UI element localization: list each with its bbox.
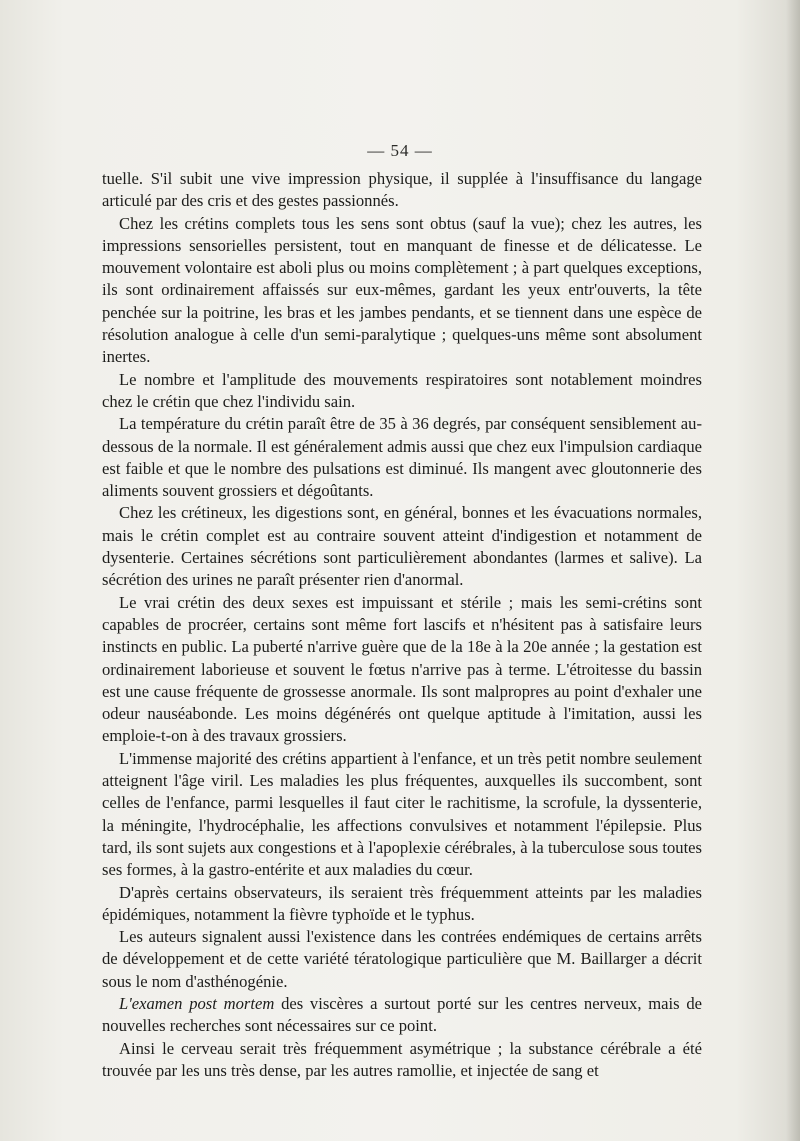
paragraph: Le nombre et l'amplitude des mouvements respiratoires sont notablement moindres chez le crétin que chez l'individu sain. (102, 369, 702, 411)
italic-lead: L'examen post mortem (119, 993, 275, 1013)
page-edge-shadow (786, 0, 800, 1141)
paragraph: Ainsi le cerveau serait très fréquemment asymétrique ; la substance cérébrale a été trouvée par les uns très dense, par les autres ramollie, et injectée de sang et (102, 1038, 702, 1080)
paragraph-with-italic-lead (102, 993, 702, 1038)
paragraph-rest: des viscères a surtout porté sur les centres nerveux, mais de nouvelles recherches sont nécessaires sur ce point. (102, 993, 702, 1036)
paragraph: La température du crétin paraît être de 35 à 36 degrés, par conséquent sensiblement au-dessous de la normale. Il est généralement admis aussi que chez eux l'impulsion cardiaque est faible et que le nombre des pulsations est diminué. Ils mangent avec gloutonnerie des aliments souvent grossiers et dégoûtants. (102, 414, 702, 501)
page-number: — 54 — (367, 141, 433, 160)
paragraph: L'immense majorité des crétins appartient à l'enfance, et un très petit nombre seulement atteignent l'âge viril. Les maladies les plus fréquentes, auxquelles ils succombent, sont celles de l'enfance, parmi lesquelles il faut citer le rachitisme, la scrofule, la dyssenterie, la méningite, l'hydrocéphalie, les affections convulsives et notamment l'épilepsie. Plus tard, ils sont sujets aux congestions et à l'apoplexie cérébrales, à la tuberculose sous toutes ses formes, à la gastro-entérite et aux maladies du cœur. (102, 748, 702, 880)
paragraph: Chez les crétineux, les digestions sont, en général, bonnes et les évacuations normales, mais le crétin complet est au contraire souvent atteint d'indigestion et notamment de dysenterie. Certaines sécrétions sont particulièrement abondantes (larmes et salive). La sécrétion des urines ne paraît présenter rien d'anormal. (102, 503, 702, 590)
paragraph: tuelle. S'il subit une vive impression physique, il supplée à l'insuffisance du langage articulé par des cris et des gestes passionnés. (102, 169, 702, 211)
paragraph: Chez les crétins complets tous les sens sont obtus (sauf la vue); chez les autres, les impressions sensorielles persistent, tout en manquant de finesse et de délicatesse. Le mouvement volontaire est aboli plus ou moins complètement ; à part quelques exceptions, ils sont ordinairement affaissés sur eux-mêmes, gardant les yeux entr'ouverts, la tête penchée sur la poitrine, les bras et les jambes pendants, et se tiennent dans une espèce de résolution analogue à celle d'un semi-paralytique ; quelques-uns même sont absolument inertes. (102, 213, 702, 367)
paragraph: Les auteurs signalent aussi l'existence dans les contrées endémiques de certains arrêts de développement et de cette variété tératologique particulière que M. Baillarger a décrit sous le nom d'asthénogénie. (102, 927, 702, 991)
paragraph: D'après certains observateurs, ils seraient très fréquemment atteints par les maladies épidémiques, notamment la fièvre typhoïde et le typhus. (102, 882, 702, 924)
body-text (102, 168, 702, 1082)
paragraph: Le vrai crétin des deux sexes est impuissant et stérile ; mais les semi-crétins sont capables de procréer, certains sont même fort lascifs et n'hésitent pas à satisfaire leurs instincts en public. La puberté n'arrive guère que de la 18e à la 20e année ; la gestation est ordinairement laborieuse et souvent le fœtus n'arrive pas à terme. L'étroitesse du bassin est une cause fréquente de grossesse anormale. Ils sont malpropres au point d'exhaler une odeur nauséabonde. Les moins dégénérés ont quelque aptitude à l'imitation, aussi les emploie-t-on à des travaux grossiers. (102, 592, 702, 746)
